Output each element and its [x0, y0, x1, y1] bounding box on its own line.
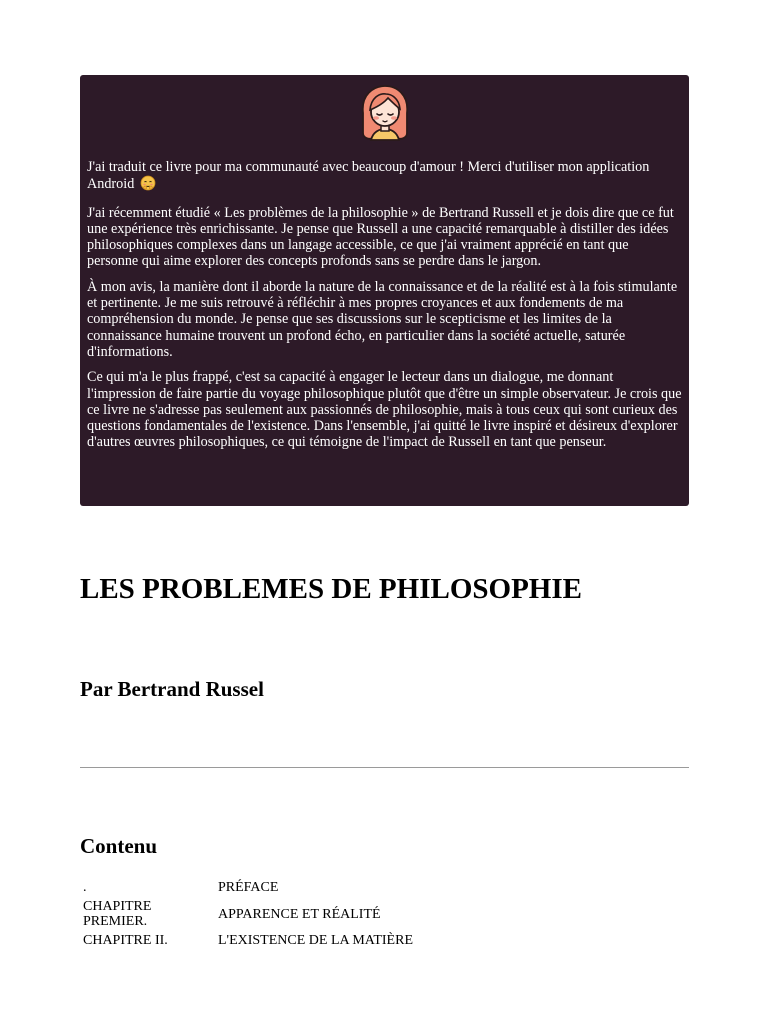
toc-chapter: CHAPITRE PREMIER. — [83, 899, 152, 929]
note-paragraph-1 — [87, 159, 683, 196]
toc-row — [81, 897, 415, 931]
toc-heading: Contenu — [80, 834, 158, 858]
document-title: LES PROBLEMES DE PHILOSOPHIE — [80, 573, 582, 605]
document-author: Par Bertrand Russel — [80, 677, 264, 701]
girl-avatar-icon — [355, 83, 415, 143]
toc-chapter: . — [83, 880, 87, 895]
toc-title-link[interactable]: PRÉFACE — [218, 880, 279, 895]
note-paragraph-4: Ce qui m'a le plus frappé, c'est sa capacité à engager le lecteur dans un dialogue, me donnant l'impression de faire partie du voyage philosophique plutôt que d'être un simple observateur. Je crois que ce livre ne s'adresse pas seulement aux passionnés de philosophie, mais à tous ceux qui sont curieux des questions fondamentales de l'existence. Dans l'ensemble, j'ai quitté le livre inspiré et désireux d'explorer d'autres œuvres philosophiques, ce qui témoigne de l'impact de Russell en tant que penseur. — [87, 369, 682, 451]
avatar — [87, 83, 683, 151]
toc-chapter: CHAPITRE II. — [83, 933, 168, 948]
toc-row — [81, 931, 415, 950]
note-paragraph-3: À mon avis, la manière dont il aborde la nature de la connaissance et de la réalité est à la fois stimulante et pertinente. Je me suis retrouvé à réfléchir à mes propres croyances et aux fondements de ma compréhension du monde. Je pense que ses discussions sur le scepticisme et les limites de la connaissance humaine trouvent un profond écho, en particulier dans la société actuelle, saturée d'informations. — [87, 278, 678, 360]
note-paragraph-1-text: J'ai traduit ce livre pour ma communauté avec beaucoup d'amour ! Merci d'utiliser mon application Android — [87, 159, 650, 193]
toc-table — [81, 878, 415, 950]
toc-title-link[interactable]: L'EXISTENCE DE LA MATIÈRE — [218, 933, 414, 948]
toc-title-link[interactable]: APPARENCE ET RÉALITÉ — [218, 906, 381, 922]
toc-row — [81, 878, 415, 897]
translator-note — [80, 75, 689, 506]
note-paragraph-2: J'ai récemment étudié « Les problèmes de la philosophie » de Bertrand Russell et je dois dire que ce fut une expérience très enrichissante. Je pense que Russell a une capacité remarquable à distiller des idées philosophiques complexes dans un langage accessible, ce que j'ai vraiment apprécié en tant que personne qui aime explorer des concepts profonds sans se perdre dans le jargon. — [87, 204, 674, 270]
divider — [80, 767, 689, 768]
shy-face-emoji-icon — [140, 175, 156, 195]
